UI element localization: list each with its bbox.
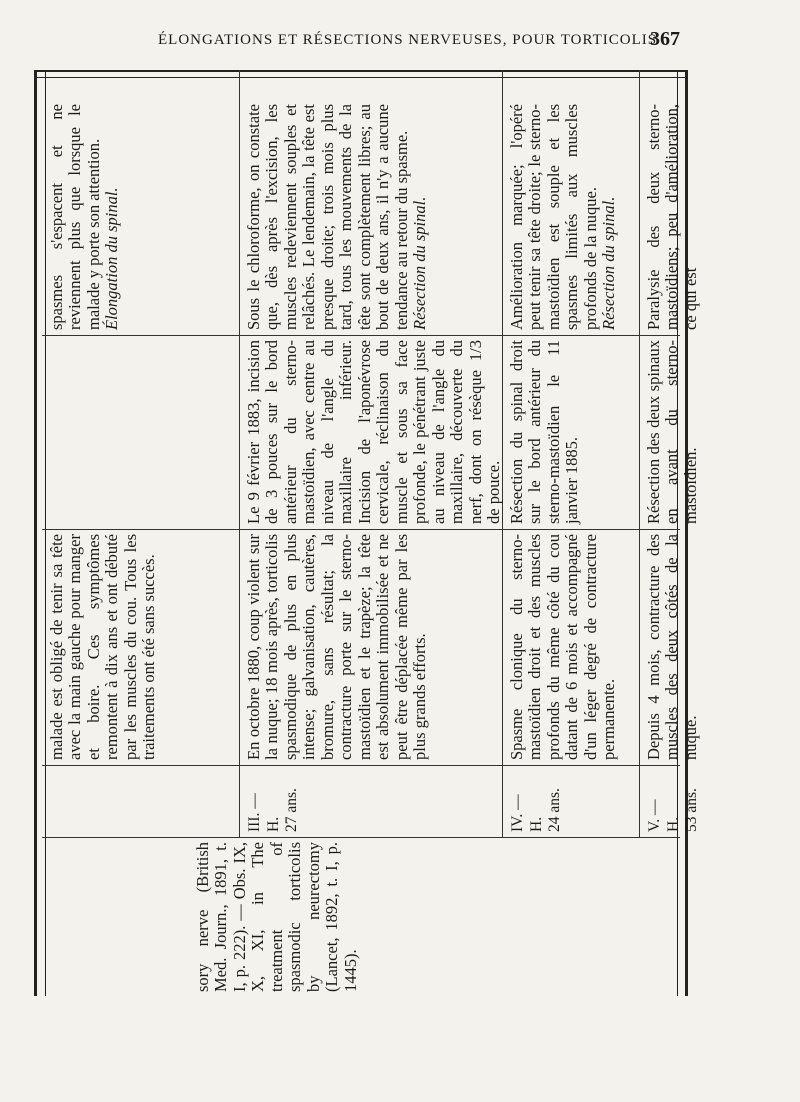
row0-result: [48, 104, 234, 330]
case-age: 53 ans.: [683, 788, 701, 832]
result-note: Élongation du spinal.: [102, 187, 122, 330]
symptoms-text: En octobre 1880, coup violent sur la nuque; 18 mois après, torticolis spasmodique de plus en plus intense; galvanisation, cautères, bromure, sans résultat; la contracture porte sur le sterno-mastoïdien et le trapèze; la tête est absolument immobilisée et ne peut être déplacée même par les plus grands efforts.: [244, 534, 430, 760]
operation-text: Le 9 février 1883, incision de 3 pouces sur le bord antérieur du sterno-mastoïdien, avec centre au niveau de l'angle du maxillaire inférieur. Incision de l'aponévrose cervicale, réclinaison du muscle et sous sa face profonde, le pénétrant juste au niveau de l'angle du maxillaire, découverte du nerf, dont on résèque 1/3 de pouce.: [244, 340, 504, 524]
result-text: Paralysie des deux sterno-mastoïdiens; peu d'amélioration, ce qui est: [644, 104, 700, 330]
result-text: Amélioration marquée; l'opéré peut tenir sa tête droite; le sterno-mastoïdien est souple et les spasmes limités aux muscles profonds de la nuque.: [507, 104, 600, 330]
running-head: [0, 28, 800, 58]
case-id: [246, 788, 302, 832]
case-sex: H.: [264, 816, 282, 832]
result-note: Résection du spinal.: [410, 196, 430, 330]
rotated-table-wrapper: [34, 70, 701, 996]
row3-result: [644, 104, 700, 330]
row2-operation: [508, 340, 636, 524]
case-sex: H.: [527, 816, 545, 832]
case-age: 27 ans.: [283, 788, 301, 832]
row3-operation: [644, 340, 700, 524]
row-divider: [639, 70, 640, 838]
row0-symptoms: [48, 534, 234, 760]
case-sex: H.: [664, 816, 682, 832]
column-divider: [42, 837, 680, 838]
row3-symptoms: [644, 534, 700, 760]
case-number: IV. —: [509, 794, 526, 832]
table-right-rule: [34, 70, 688, 78]
reference-text: sory nerve (British Med. Journ., 1891, t. I, p. 222). — Obs. IX, X, XI, in The treatment of spasmodic torticolis by neurectomy (Lancet, 1892, t. I, p. 1445).: [193, 842, 360, 992]
case-age: 24 ans.: [546, 788, 564, 832]
case-number: III. —: [246, 793, 263, 832]
result-text: spasmes s'espacent et ne reviennent plus que lorsque le malade y porte son attention.: [47, 104, 103, 330]
table-top-rule: [34, 70, 46, 996]
reference-cell: [194, 842, 676, 992]
case-id: [509, 788, 565, 832]
case-number: V. —: [646, 799, 663, 832]
result-note: Résection du spinal.: [599, 196, 619, 330]
row1-symptoms: [245, 534, 499, 760]
operation-text: Résection du spinal droit sur le bord antérieur du sterno-mastoïdien le 11 janvier 1885.: [507, 340, 582, 524]
row-divider: [239, 70, 240, 838]
row1-operation: [244, 340, 504, 524]
operation-text: Résection des deux spinaux en avant du sterno-mastoïdien.: [644, 340, 700, 524]
result-text: Sous le chloroforme, on constate que, dès après l'excision, les muscles redeviennent souples et relâchés. Le lendemain, la tête est presque droite; trois mois plus tard, tous les mouvements de la tête sont complètement libres; au bout de deux ans, il n'y a aucune tendance au retour du spasme.: [244, 104, 411, 330]
column-divider: [42, 529, 680, 530]
symptoms-text: malade est obligé de tenir sa tête avec la main gauche pour manger et boire. Ces symptômes remontent à dix ans et ont débuté par les muscles du cou. Tous les traitements ont été sans succès.: [47, 534, 159, 760]
row1-result: [245, 104, 499, 330]
row2-result: [508, 104, 636, 330]
symptoms-text: Spasme clonique du sterno-mastoïdien droit et des muscles profonds du même côté du cou datant de 6 mois et accompagné d'un léger degré de contracture permanente.: [507, 534, 619, 760]
running-title: ÉLONGATIONS ET RÉSECTIONS NERVEUSES, POUR TORTICOLIS: [158, 32, 658, 48]
observations-table: [34, 70, 701, 996]
row2-symptoms: [508, 534, 636, 760]
column-divider: [42, 335, 680, 336]
symptoms-text: Depuis 4 mois, contracture des muscles des deux côtés de la nuque.: [644, 534, 700, 760]
case-id: [646, 788, 702, 832]
column-divider: [42, 765, 680, 766]
page-number: 367: [650, 28, 680, 50]
